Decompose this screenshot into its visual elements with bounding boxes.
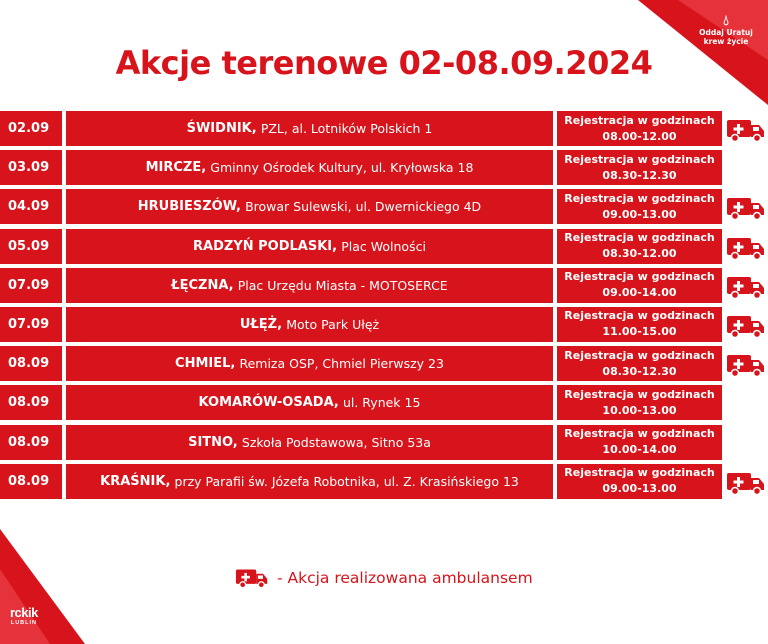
event-row [0,189,768,224]
event-address: Browar Sulewski, ul. Dwernickiego 4D [245,199,482,215]
registration-label: Rejestracja w godzinach [564,270,715,284]
event-place [66,307,553,342]
registration-hours: 09.00-13.00 [602,482,677,496]
event-address: Gminny Ośrodek Kultury, ul. Kryłowska 18 [210,160,474,176]
event-row [0,268,768,303]
event-address: Remiza OSP, Chmiel Pierwszy 23 [239,356,444,372]
event-row [0,150,768,185]
ambulance-icon [726,313,766,339]
event-date: 08.09 [0,346,62,381]
event-place [66,385,553,420]
event-location: ŁĘCZNA, [171,277,234,293]
event-row [0,385,768,420]
registration-label: Rejestracja w godzinach [564,348,715,362]
legend [235,567,533,589]
event-row [0,346,768,381]
registration-hours: 10.00-14.00 [602,443,677,456]
event-location: MIRCZE, [145,160,207,176]
event-address: Plac Urzędu Miasta - MOTOSERCE [237,277,448,293]
ambulance-icon [726,470,766,496]
event-date: 05.09 [0,229,62,264]
event-location: ŚWIDNIK, [186,121,257,136]
event-row [0,464,768,499]
ambulance-icon [726,274,766,300]
logo-top-right [694,14,758,46]
event-registration [557,268,722,303]
event-registration [557,229,722,264]
registration-hours: 08.30-12.30 [602,168,677,182]
event-address: Moto Park Ułęż [286,316,380,332]
event-location: KRAŚNIK, [100,473,171,489]
event-date: 03.09 [0,150,62,185]
registration-label: Rejestracja w godzinach [564,387,715,401]
registration-label: Rejestracja w godzinach [564,309,715,323]
logo-text-line2: Uratuj [726,28,753,37]
event-address: ul. Rynek 15 [342,395,421,411]
registration-hours: 10.00-13.00 [602,403,677,417]
corner-decoration-bottom [0,529,85,644]
event-registration [557,346,722,381]
registration-hours: 08.30-12.30 [602,364,677,378]
event-place [66,189,553,224]
event-place [66,111,553,146]
event-registration [557,150,722,185]
registration-hours: 11.00-15.00 [602,325,677,339]
logo-text-line3: krew [703,37,725,46]
event-place [66,229,553,264]
registration-hours: 09.00-14.00 [602,286,677,300]
event-registration [557,464,722,499]
registration-hours: 08.00-12.00 [602,129,677,143]
event-address: Szkoła Podstawowa, Sitno 53a [241,434,431,450]
event-row [0,111,768,146]
event-place [66,346,553,381]
registration-label: Rejestracja w godzinach [564,427,715,440]
event-location: RADZYŃ PODLASKI, [193,238,338,254]
event-date: 08.09 [0,385,62,420]
event-date: 04.09 [0,189,62,224]
registration-label: Rejestracja w godzinach [564,152,715,166]
registration-label: Rejestracja w godzinach [564,231,715,245]
ambulance-icon [726,195,766,221]
page-title: Akcje terenowe 02-08.09.2024 [115,44,653,82]
event-registration [557,425,722,460]
legend-text: - Akcja realizowana ambulansem [277,569,533,587]
event-place [66,464,553,499]
event-date: 07.09 [0,268,62,303]
event-row [0,307,768,342]
ambulance-icon [726,117,766,143]
event-registration [557,385,722,420]
logo-text-line4: życie [726,37,749,46]
event-date: 02.09 [0,111,62,146]
event-place [66,268,553,303]
logo-name: rckik [10,605,38,620]
logo-bottom-left [10,605,38,626]
ambulance-icon [235,567,269,589]
event-registration [557,307,722,342]
registration-label: Rejestracja w godzinach [564,113,715,127]
event-row [0,229,768,264]
event-address: Plac Wolności [341,238,426,254]
event-date: 07.09 [0,307,62,342]
ambulance-icon [726,352,766,378]
event-place [66,425,553,460]
event-registration [557,111,722,146]
event-date: 08.09 [0,425,62,460]
event-location: HRUBIESZÓW, [137,199,241,215]
logo-text-line1: Oddaj [699,28,724,37]
ambulance-icon [726,235,766,261]
event-address: przy Parafii św. Józefa Robotnika, ul. Z. Krasińskiego 13 [174,473,519,489]
registration-hours: 08.30-12.00 [602,247,677,261]
event-address: PZL, al. Lotników Polskich 1 [260,121,433,136]
event-row [0,425,768,460]
event-location: UŁĘŻ, [239,316,283,332]
event-location: KOMARÓW-OSADA, [198,395,339,411]
registration-label: Rejestracja w godzinach [564,466,715,480]
event-registration [557,189,722,224]
event-date: 08.09 [0,464,62,499]
event-location: CHMIEL, [175,356,236,372]
registration-hours: 09.00-13.00 [602,207,677,221]
blood-drop-icon: 💧︎ [723,13,729,29]
event-place [66,150,553,185]
registration-label: Rejestracja w godzinach [564,191,715,205]
events-table [0,111,768,503]
logo-city: LUBLIN [10,620,38,626]
event-location: SITNO, [188,434,238,450]
